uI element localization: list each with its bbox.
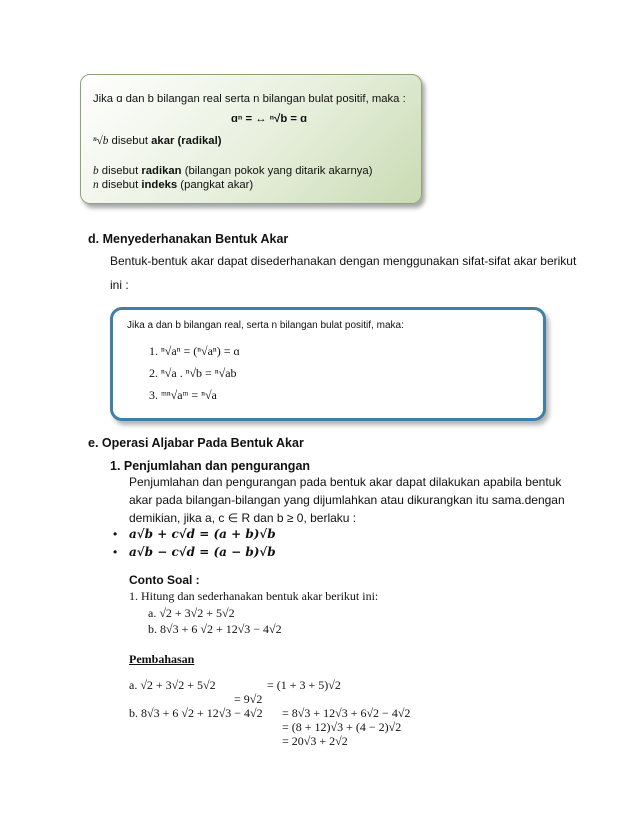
bullet-icon: • <box>113 527 118 541</box>
formula-bullet: a√b + c√d = (a + b)√b <box>129 527 276 541</box>
section-e-para-line2: akar pada bilangan-bilangan yang dijumlahkan atau dikurangkan itu sama.dengan <box>129 493 565 507</box>
indeks-var: n <box>93 179 99 191</box>
section-d-paragraph-line2: ini : <box>110 278 129 292</box>
definition-box <box>80 74 422 204</box>
solution-b-step1: = 8√3 + 12√3 + 6√2 − 4√2 <box>282 706 411 720</box>
section-e-para-line3: demikian, jika a, c ∈ R dan b ≥ 0, berlaku : <box>129 511 357 525</box>
indeks-text: disebut <box>98 179 142 191</box>
indeks-rest: (pangkat akar) <box>177 179 254 191</box>
section-d-heading: d. Menyederhanakan Bentuk Akar <box>88 232 289 246</box>
radikan-var: b <box>93 165 99 177</box>
question-b: b. 8√3 + 6 √2 + 12√3 − 4√2 <box>148 622 282 636</box>
section-d-paragraph-line1: Bentuk-bentuk akar dapat disederhanakan dengan menggunakan sifat-sifat akar berikut <box>110 254 577 268</box>
bullet-icon: • <box>113 545 118 559</box>
section-e-para-line1: Penjumlahan dan pengurangan pada bentuk akar dapat dilakukan apabila bentuk <box>129 475 562 489</box>
rule-item: 3. ᵐⁿ√aᵐ = ⁿ√a <box>149 388 217 402</box>
radikan-text: disebut <box>98 165 142 177</box>
solution-a-left: a. √2 + 3√2 + 5√2 <box>129 678 216 692</box>
rule-item: 2. ⁿ√a . ⁿ√b = ⁿ√ab <box>149 366 237 380</box>
question-a: a. √2 + 3√2 + 5√2 <box>148 606 235 620</box>
akar-line <box>93 135 221 147</box>
akar-symbol: ⁿ√b <box>93 135 109 147</box>
indeks-line <box>93 179 253 191</box>
rules-intro: Jika a dan b bilangan real, serta n bilangan bulat positif, maka: <box>127 320 404 331</box>
solution-a-step2: = 9√2 <box>234 692 263 706</box>
subsection-heading: 1. Penjumlahan dan pengurangan <box>110 459 311 473</box>
radikan-bold: radikan <box>141 165 182 177</box>
solution-b-step3: = 20√3 + 2√2 <box>282 734 348 748</box>
indeks-bold: indeks <box>141 179 178 191</box>
akar-bold: akar (radikal) <box>151 135 222 147</box>
section-e-heading: e. Operasi Aljabar Pada Bentuk Akar <box>88 436 304 450</box>
solution-b-step2: = (8 + 12)√3 + (4 − 2)√2 <box>282 720 402 734</box>
akar-text: disebut <box>108 135 152 147</box>
solution-a-step1: = (1 + 3 + 5)√2 <box>267 678 341 692</box>
definition-formula: ɑⁿ = ↔ ⁿ√b = ɑ <box>231 113 308 125</box>
pembahasan-label: Pembahasan <box>129 652 195 666</box>
rules-box <box>110 307 546 421</box>
rule-item: 1. ⁿ√aⁿ = (ⁿ√aⁿ) = ɑ <box>149 344 240 358</box>
definition-line: Jika ɑ dan b bilangan real serta n bilangan bulat positif, maka : <box>93 93 406 105</box>
radikan-line <box>93 165 372 177</box>
question-text: 1. Hitung dan sederhanakan bentuk akar berikut ini: <box>129 589 379 603</box>
formula-bullet: a√b − c√d = (a − b)√b <box>129 545 276 559</box>
solution-b-left: b. 8√3 + 6 √2 + 12√3 − 4√2 <box>129 706 263 720</box>
contoh-soal-label: Conto Soal : <box>129 573 200 587</box>
radikan-rest: (bilangan pokok yang ditarik akarnya) <box>181 165 373 177</box>
